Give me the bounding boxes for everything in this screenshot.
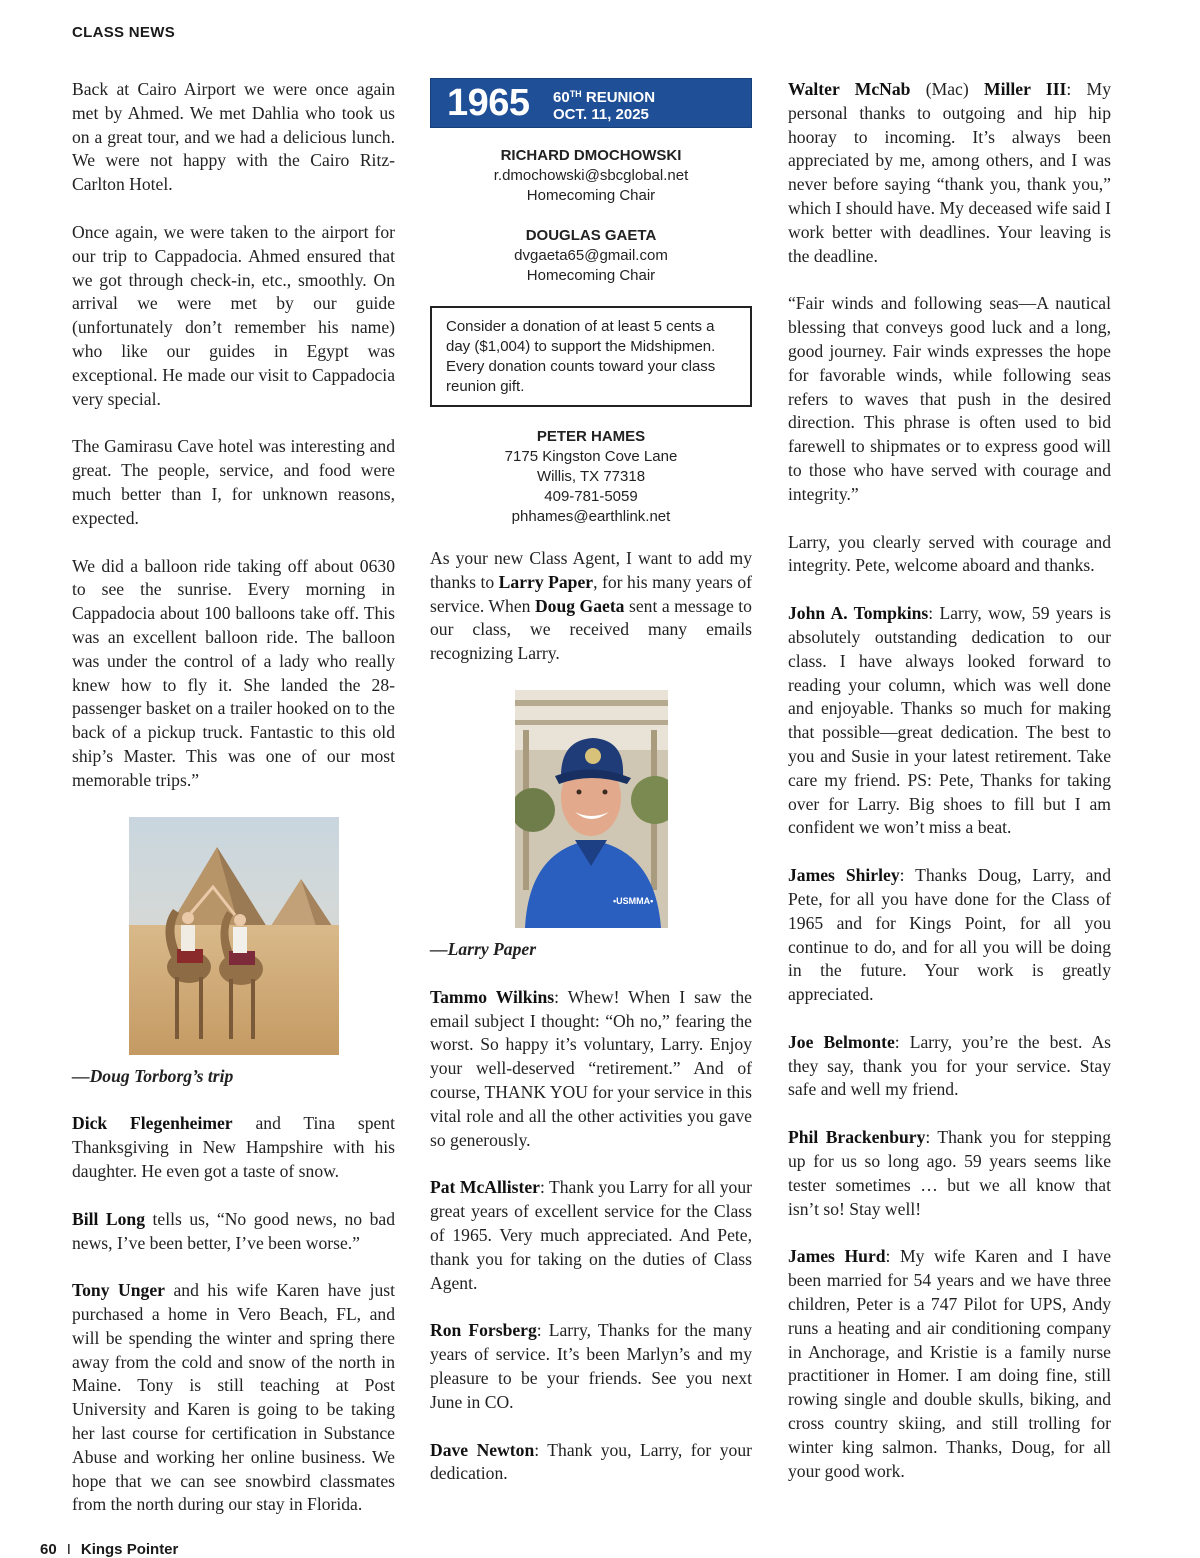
- person-name: Pat McAllister: [430, 1177, 540, 1198]
- person-name: James Shirley: [788, 865, 900, 886]
- paragraph-text: As your new Class Agent, I want to add my thanks to: [430, 548, 752, 592]
- portrait-photo: [515, 690, 668, 928]
- person-name: Doug Gaeta: [534, 595, 625, 616]
- photo-caption: —Larry Paper: [430, 938, 537, 959]
- contact-name: RICHARD DMOCHOWSKI: [500, 147, 682, 164]
- paragraph: [788, 864, 1111, 1007]
- paragraph: [72, 1279, 395, 1517]
- person-name: Dave Newton: [430, 1439, 535, 1460]
- paragraph: [430, 986, 752, 1153]
- class-year-banner: [430, 78, 752, 128]
- paragraph-text: : Larry, Thanks for the many years of service. It’s been Marlyn’s and my pleasure to be your friends. See you next June in CO.: [430, 1320, 752, 1412]
- person-name: Tammo Wilkins: [430, 986, 555, 1007]
- larry-photo: [430, 690, 752, 928]
- paragraph-text: : Thank you Larry for all your great years of excellent service for the Class of 1965. Very much appreciated. And Pete, thank you for taking on the duties of Class Agent.: [430, 1177, 752, 1293]
- class-agent-block: [430, 427, 752, 527]
- person-name: Walter McNab: [788, 79, 911, 99]
- person-name: Miller III: [984, 79, 1067, 99]
- right-column: [788, 78, 1111, 1507]
- paragraph: The Gamirasu Cave hotel was interesting and great. The people, service, and food were much better than I, for unknown reasons, expected.: [72, 436, 395, 528]
- person-name: James Hurd: [788, 1246, 886, 1267]
- paragraph: “Fair winds and following seas—A nautical blessing that conveys good luck and a long, good journey. Fair winds expresses the hope for favorable winds, while following seas refers to waves that push in the desired direction. This phrase is often used to bid farewell to shipmates or to express good will to those who have served with courage and integrity.”: [788, 293, 1111, 504]
- contact-block: [430, 226, 752, 286]
- person-name: Joe Belmonte: [788, 1031, 895, 1052]
- paragraph-text: : Thank you for stepping up for us so long ago. 59 years seems like tester sometimes … but we all know that isn’t so! Stay well!: [788, 1127, 1111, 1219]
- paragraph-text: (Mac): [910, 79, 984, 99]
- paragraph-text: : Whew! When I saw the email subject I thought: “Oh no,” fearing the worst. So happy it’s voluntary, Larry. Enjoy your well-deserved “retirement.” And of course, THANK YOU for your service in this vital role and all the other activities you gave so generously.: [430, 986, 752, 1150]
- paragraph: [430, 1319, 752, 1414]
- paragraph: [788, 1245, 1111, 1483]
- shirt-text: •USMMA•: [612, 895, 653, 906]
- contact-role: Homecoming Chair: [526, 267, 656, 284]
- left-column: [72, 78, 395, 1541]
- class-year: 1965: [447, 82, 530, 124]
- photo-caption: —Doug Torborg’s trip: [72, 1065, 234, 1086]
- paragraph: [430, 1439, 752, 1487]
- footer-separator: I: [66, 1541, 71, 1558]
- contact-email[interactable]: r.dmochowski@sbcglobal.net: [493, 167, 689, 184]
- paragraph: Once again, we were taken to the airport for our trip to Cappadocia. Ahmed ensured that we got through check-in, etc., smoothly. On arrival we were met by our guide (unfortunately don’t remember his name) who like our guides in Egypt was exceptional. He made our visit to Cappadocia very special.: [72, 221, 395, 409]
- paragraph-text: tells us, “No good news, no bad news, I’ve been better, I’ve been worse.”: [72, 1208, 395, 1253]
- page-number: 60: [40, 1541, 57, 1558]
- paragraph-text: , for his many years of service. When: [430, 571, 753, 616]
- paragraph: Back at Cairo Airport we were once again met by Ahmed. We met Dahlia who took us on a great tour, and we had a delicious lunch. We were not happy with the Cairo Ritz-Carlton Hotel.: [72, 79, 395, 195]
- person-name: Bill Long: [72, 1208, 146, 1229]
- paragraph: [788, 1126, 1111, 1221]
- paragraph-text: sent a message to our class, we received many emails recognizing Larry.: [430, 595, 752, 664]
- paragraph-text: and Tina spent Thanksgiving in New Hampshire with his daughter. He even got a taste of snow.: [72, 1113, 395, 1181]
- reunion-suffix: TH: [569, 89, 582, 99]
- reunion-word: REUNION: [581, 89, 656, 106]
- paragraph: Larry, you clearly served with courage and integrity. Pete, welcome aboard and thanks.: [788, 531, 1111, 576]
- paragraph-text: and his wife Karen have just purchased a home in Vero Beach, FL, and will be spending the winter and spring there away from the cold and snow of the north in Maine. Tony is still teaching at Post University and Karen is going to be taking her last course for certification in Substance Abuse and working her online business. We hope that we can see snowbird classmates from the north during our stay in Florida.: [72, 1280, 395, 1515]
- paragraph-text: : Thanks Doug, Larry, and Pete, for all you have done for the Class of 1965 and for Kings Point, for all you continue to do, and for all you will be doing in the future. Your work is greatly appreciated.: [788, 865, 1111, 1005]
- reunion-info: [553, 86, 655, 123]
- person-name: Ron Forsberg: [430, 1320, 537, 1341]
- person-name: Larry Paper: [498, 571, 594, 592]
- publication-name: Kings Pointer: [80, 1541, 179, 1558]
- paragraph: [430, 1176, 752, 1295]
- paragraph-text: : Larry, you’re the best. As they say, thank you for your service. Stay safe and well my friend.: [788, 1031, 1111, 1100]
- donation-box: Consider a donation of at least 5 cents a day ($1,004) to support the Midshipmen. Every donation counts toward your class reunion gift.: [430, 306, 752, 407]
- paragraph: [430, 547, 752, 666]
- paragraph-text: : My wife Karen and I have been married for 54 years and we have three children, Peter is a 747 Pilot for UPS, Andy runs a heating and air conditioning company in Anchorage, and Kristie is a family nurse practitioner in Homer. I am doing fine, still rowing single and double skulls, biking, and cross country skiing, and still trolling for winter king salmon. Thanks, Doug, for all your good work.: [788, 1246, 1111, 1481]
- person-name: Tony Unger: [72, 1280, 165, 1301]
- paragraph-text: : My personal thanks to outgoing and hip hip hooray to incoming. It’s always been appreciated by me, among others, and I was never before saying “thank you, thank you,” which I should have. My deceased wife said I work better with deadlines. Your leaving is the deadline.: [788, 79, 1111, 266]
- paragraph: [788, 78, 1111, 268]
- paragraph: [788, 602, 1111, 840]
- class-agent-name: PETER HAMES: [536, 428, 646, 445]
- page-footer: [40, 1541, 178, 1558]
- person-name: Phil Brackenbury: [788, 1127, 926, 1148]
- paragraph: We did a balloon ride taking off about 0630 to see the sunrise. Every morning in Cappadocia about 100 balloons take off. This was an excellent balloon ride. The balloon was under the control of a lady who really knew how to fly it. She landed the 28-passenger basket on a trailer hooked on to the back of a pickup truck. Fantastic to this old ship’s Master. This was one of our most memorable trips.”: [72, 555, 395, 790]
- person-name: Dick Flegenheimer: [72, 1113, 233, 1134]
- class-agent-phone: 409-781-5059: [544, 488, 638, 505]
- paragraph-text: : Larry, wow, 59 years is absolutely outstanding dedication to our class. I have always looked forward to reading your column, which was well done and enjoyable. Thanks so much for making that possible—great dedication. The best to you and Susie in your latest retirement. Take care my friend. PS: Pete, Thanks for taking over for Larry. Big shoes to fill but I am confident we won’t miss a beat.: [788, 603, 1111, 838]
- middle-column: [430, 78, 752, 1510]
- class-agent-email[interactable]: phhames@earthlink.net: [511, 508, 671, 525]
- contact-role: Homecoming Chair: [526, 187, 656, 204]
- class-agent-address: 7175 Kingston Cove Lane: [504, 448, 678, 465]
- contact-email[interactable]: dvgaeta65@gmail.com: [514, 247, 668, 264]
- paragraph: [72, 1112, 395, 1183]
- egypt-photo: [72, 817, 395, 1055]
- class-agent-city: Willis, TX 77318: [536, 468, 646, 485]
- camel-pyramids-photo: [129, 817, 339, 1055]
- contact-block: [430, 146, 752, 206]
- section-label: CLASS NEWS: [72, 24, 176, 41]
- contact-name: DOUGLAS GAETA: [525, 227, 657, 244]
- paragraph: [72, 1208, 395, 1256]
- paragraph: [788, 1031, 1111, 1102]
- paragraph-text: : Thank you, Larry, for your dedication.: [430, 1439, 753, 1484]
- reunion-ordinal: 60: [553, 89, 570, 106]
- reunion-date: OCT. 11, 2025: [553, 106, 649, 123]
- person-name: John A. Tompkins: [788, 603, 929, 624]
